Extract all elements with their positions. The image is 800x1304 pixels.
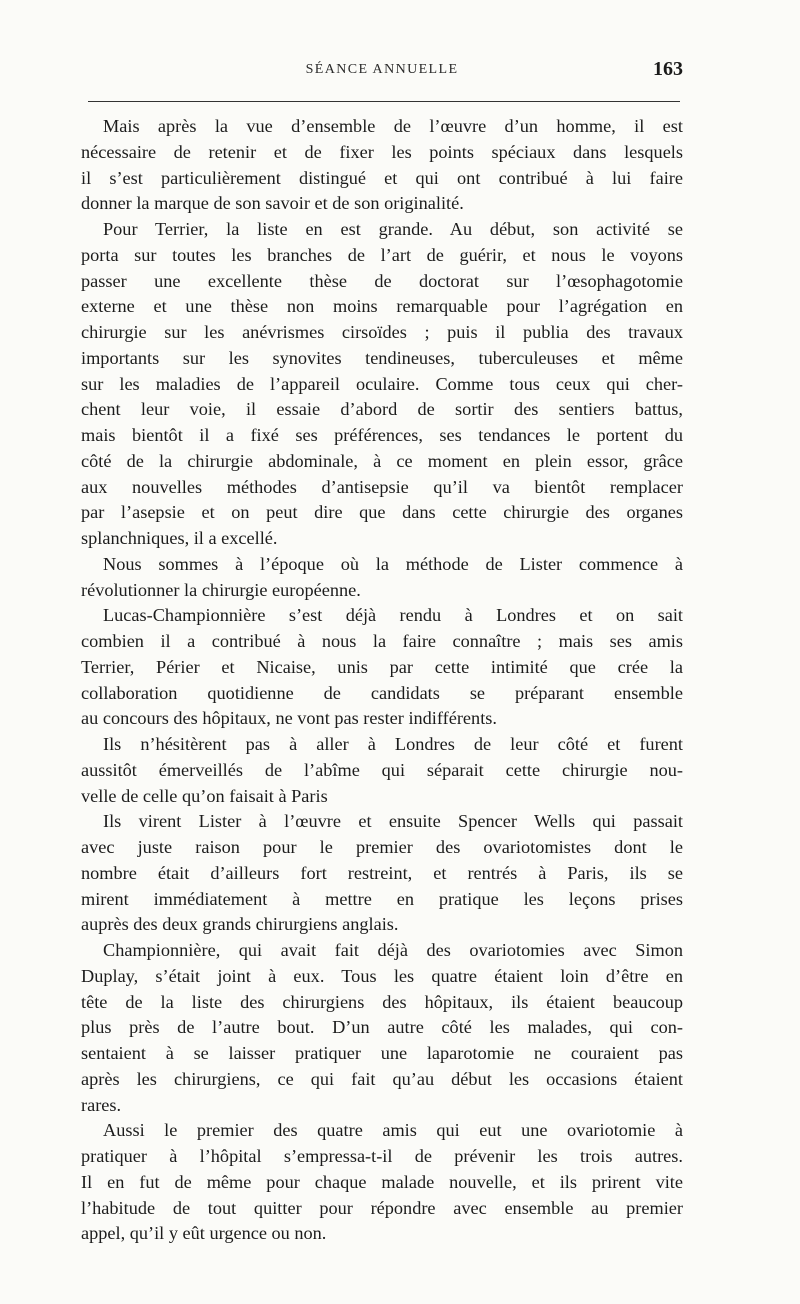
text-line: Ils virent Lister à l’œuvre et ensuite Spencer Wells qui passait <box>103 811 683 832</box>
text-line: collaboration quotidienne de candidats se préparant ensemble <box>81 682 683 703</box>
text-line: plus près de l’autre bout. D’un autre côté les malades, qui con- <box>81 1017 683 1038</box>
text-line: sur les maladies de l’appareil oculaire. Comme tous ceux qui cher- <box>81 373 683 394</box>
text-line: Ils n’hésitèrent pas à aller à Londres de leur côté et furent <box>103 734 683 754</box>
text-line: passer une excellente thèse de doctorat sur l’œsophagotomie <box>81 270 683 291</box>
text-line: aux nouvelles méthodes d’antisepsie qu’il va bientôt remplacer <box>81 476 683 497</box>
header-rule <box>88 101 680 102</box>
text-line: splanchniques, il a excellé. <box>81 528 278 548</box>
text-line: rares. <box>81 1094 122 1115</box>
text-line: auprès des deux grands chirurgiens anglais. <box>81 914 399 935</box>
text-line: combien il a contribué à nous la faire connaître ; mais ses amis <box>81 631 683 651</box>
page-number: 163 <box>653 58 683 80</box>
text-line: sentaient à se laisser pratiquer une laparotomie ne couraient pas <box>81 1043 683 1063</box>
text-line: chent leur voie, il essaie d’abord de sortir des sentiers battus, <box>81 399 683 420</box>
text-line: tête de la liste des chirurgiens des hôpitaux, ils étaient beaucoup <box>81 991 683 1012</box>
text-line: côté de la chirurgie abdominale, à ce moment en plein essor, grâce <box>81 450 683 471</box>
running-title: SÉANCE ANNUELLE <box>305 62 459 77</box>
text-line: mais bientôt il a fixé ses préférences, ses tendances le portent du <box>81 425 683 445</box>
text-line: nombre était d’ailleurs fort restreint, et rentrés à Paris, ils se <box>81 862 683 883</box>
text-line: par l’asepsie et on peut dire que dans cette chirurgie des organes <box>81 502 683 523</box>
text-line: Nous sommes à l’époque où la méthode de Lister commence à <box>103 553 683 574</box>
text-line: au concours des hôpitaux, ne vont pas rester indifférents. <box>81 708 497 729</box>
text-line: Terrier, Périer et Nicaise, unis par cette intimité que crée la <box>81 656 683 677</box>
text-line: Pour Terrier, la liste en est grande. Au début, son activité se <box>103 219 683 239</box>
text-line: Il en fut de même pour chaque malade nouvelle, et ils prirent vite <box>81 1171 683 1192</box>
text-line: aussitôt émerveillés de l’abîme qui séparait cette chirurgie nou- <box>81 759 683 780</box>
text-line: donner la marque de son savoir et de son originalité. <box>81 193 464 214</box>
text-line: chirurgie sur les anévrismes cirsoïdes ; puis il publia des travaux <box>81 322 683 342</box>
text-line: velle de celle qu’on faisait à Paris <box>81 785 328 806</box>
text-line: il s’est particulièrement distingué et qui ont contribué à lui faire <box>81 167 683 188</box>
text-line: nécessaire de retenir et de fixer les points spéciaux dans lesquels <box>81 141 683 162</box>
body-text <box>81 114 683 1247</box>
text-line: Duplay, s’était joint à eux. Tous les quatre étaient loin d’être en <box>81 965 683 986</box>
text-line: Mais après la vue d’ensemble de l’œuvre d’un homme, il est <box>103 116 683 136</box>
text-line: porta sur toutes les branches de l’art de guérir, et nous le voyons <box>81 244 683 265</box>
text-line: révolutionner la chirurgie européenne. <box>81 579 361 600</box>
text-line: Championnière, qui avait fait déjà des ovariotomies avec Simon <box>103 940 683 960</box>
text-line: Aussi le premier des quatre amis qui eut une ovariotomie à <box>103 1120 683 1141</box>
text-line: externe et une thèse non moins remarquable pour l’agrégation en <box>81 296 683 317</box>
text-line: pratiquer à l’hôpital s’empressa-t-il de prévenir les trois autres. <box>81 1146 683 1166</box>
text-line: l’habitude de tout quitter pour répondre avec ensemble au premier <box>81 1197 683 1218</box>
text-line: importants sur les synovites tendineuses, tuberculeuses et même <box>81 347 683 368</box>
text-line: avec juste raison pour le premier des ovariotomistes dont le <box>81 837 683 857</box>
text-line: Lucas-Championnière s’est déjà rendu à Londres et on sait <box>103 605 683 626</box>
text-line: appel, qu’il y eût urgence ou non. <box>81 1223 327 1244</box>
page-header <box>81 58 683 88</box>
text-line: mirent immédiatement à mettre en pratique les leçons prises <box>81 888 683 909</box>
text-line: après les chirurgiens, ce qui fait qu’au début les occasions étaient <box>81 1068 683 1089</box>
